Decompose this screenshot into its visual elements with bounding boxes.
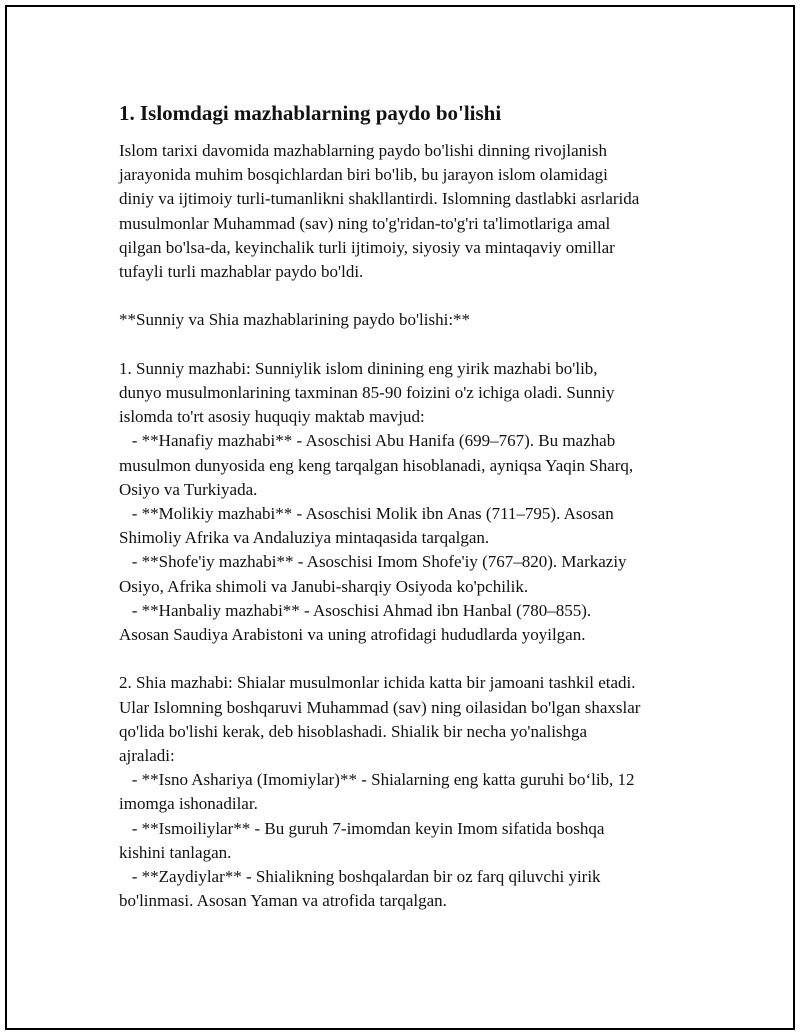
text-line: - **Molikiy mazhabi** - Asoschisi Molik ibn Anas (711–795). Asosan bbox=[119, 504, 614, 524]
document-title: 1. Islomdagi mazhablarning paydo bo'lishi bbox=[119, 101, 502, 125]
text-line: ajraladi: bbox=[119, 746, 175, 766]
blank-line bbox=[119, 333, 709, 357]
text-line: tufayli turli mazhablar paydo bo'ldi. bbox=[119, 262, 364, 282]
text-line: Islom tarixi davomida mazhablarning paydo bo'lishi dinning rivojlanish bbox=[119, 141, 607, 160]
text-line: - **Hanbaliy mazhabi** - Asoschisi Ahmad ibn Hanbal (780–855). bbox=[119, 600, 592, 620]
page-frame bbox=[5, 5, 795, 1030]
blank-line bbox=[119, 647, 709, 671]
text-line: qo'lida bo'lishi kerak, deb hisoblashadi. Shialik bir necha yo'nalishga bbox=[119, 721, 588, 741]
text-line: - **Isno Ashariya (Imomiylar)** - Shialarning eng katta guruhi bo‘lib, 12 bbox=[119, 770, 635, 790]
text-line: qilgan bo'lsa-da, keyinchalik turli ijtimoiy, siyosiy va mintaqaviy omillar bbox=[119, 237, 615, 257]
text-line: Shimoliy Afrika va Andaluziya mintaqasida tarqalgan. bbox=[119, 528, 490, 548]
text-line: bo'linmasi. Asosan Yaman va atrofida tarqalgan. bbox=[119, 891, 447, 911]
text-line: diniy va ijtimoiy turli-tumanlikni shakllantirdi. Islomning dastlabki asrlarida bbox=[119, 189, 640, 209]
text-line: - **Zaydiylar** - Shialikning boshqalardan bir oz farq qiluvchi yirik bbox=[119, 867, 601, 887]
blank-line bbox=[119, 284, 709, 308]
text-line: - **Hanafiy mazhabi** - Asoschisi Abu Hanifa (699–767). Bu mazhab bbox=[119, 431, 616, 451]
text-line: dunyo musulmonlarining taxminan 85-90 foizini o'z ichiga oladi. Sunniy bbox=[119, 383, 615, 402]
text-line: imomga ishonadilar. bbox=[119, 794, 258, 814]
text-line: islomda to'rt asosiy huquqiy maktab mavjud: bbox=[119, 407, 425, 427]
text-line: Osiyo va Turkiyada. bbox=[119, 479, 258, 499]
text-line: Asosan Saudiya Arabistoni va uning atrofidagi hududlarda yoyilgan. bbox=[119, 625, 586, 645]
text-line: Osiyo, Afrika shimoli va Janubi-sharqiy Osiyoda ko'pchilik. bbox=[119, 576, 529, 596]
text-line: 2. Shia mazhabi: Shialar musulmonlar ichida katta bir jamoani tashkil etadi. bbox=[119, 673, 636, 693]
text-line: jarayonida muhim bosqichlardan biri bo'lib, bu jarayon islom olamidagi bbox=[119, 165, 608, 185]
text-line: musulmon dunyosida eng keng tarqalgan hisoblanadi, ayniqsa Yaqin Sharq, bbox=[119, 455, 634, 475]
text-line: Ular Islomning boshqaruvi Muhammad (sav) ning oilasidan bo'lgan shaxslar bbox=[119, 697, 641, 717]
text-line: - **Ismoiliylar** - Bu guruh 7-imomdan keyin Imom sifatida boshqa bbox=[119, 818, 605, 838]
text-line: **Sunniy va Shia mazhablarining paydo bo'lishi:** bbox=[119, 310, 471, 330]
document-body bbox=[119, 139, 709, 913]
document-content bbox=[119, 99, 709, 913]
text-line: - **Shofe'iy mazhabi** - Asoschisi Imom Shofe'iy (767–820). Markaziy bbox=[119, 552, 627, 572]
text-line: musulmonlar Muhammad (sav) ning to'g'ridan-to'g'ri ta'limotlariga amal bbox=[119, 213, 611, 233]
text-line: kishini tanlagan. bbox=[119, 842, 232, 862]
text-line: 1. Sunniy mazhabi: Sunniylik islom dinining eng yirik mazhabi bo'lib, bbox=[119, 358, 598, 378]
